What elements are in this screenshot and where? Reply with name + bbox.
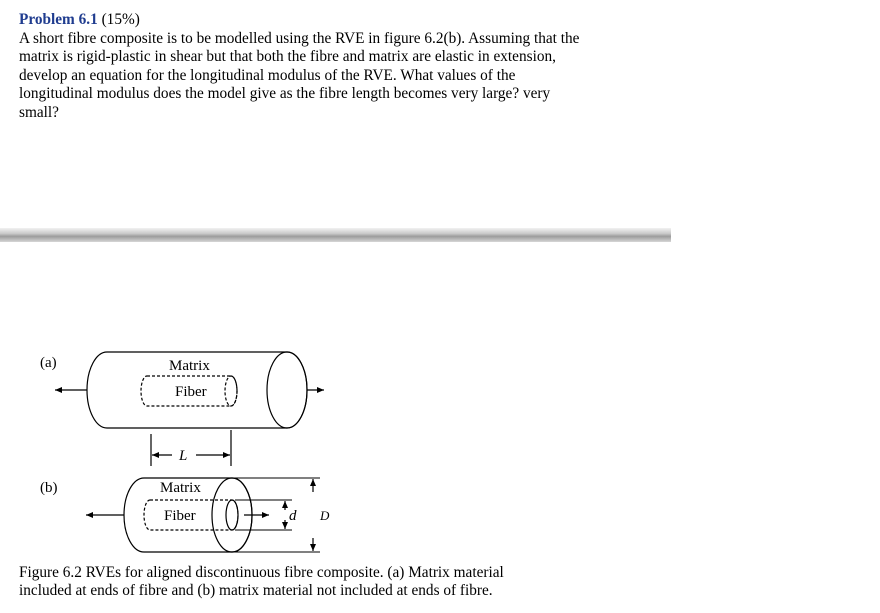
label-b: (b) <box>40 480 58 496</box>
problem-heading <box>19 11 589 30</box>
section-divider <box>0 228 671 242</box>
rve-b-diagram <box>86 478 320 552</box>
matrix-label-a: Matrix <box>169 358 210 374</box>
label-a: (a) <box>40 355 57 371</box>
fiber-label-a: Fiber <box>175 384 207 400</box>
length-dimension <box>151 430 231 466</box>
fiber-diameter-label: d <box>289 508 297 524</box>
problem-statement <box>19 11 589 123</box>
rve-figure <box>0 330 360 560</box>
figure-caption: Figure 6.2 RVEs for aligned discontinuous fibre composite. (a) Matrix material included at ends of fibre and (b) matrix material not included at ends of fibre. <box>19 564 504 599</box>
problem-title: Problem 6.1 <box>19 11 98 28</box>
length-label: L <box>179 448 188 464</box>
matrix-label-b: Matrix <box>160 480 201 496</box>
matrix-diameter-label: D <box>320 508 330 523</box>
problem-weight: (15%) <box>101 11 140 28</box>
fiber-label-b: Fiber <box>164 508 196 524</box>
problem-text: A short fibre composite is to be modelled using the RVE in figure 6.2(b). Assuming that the matrix is rigid-plastic in shear but that both the fibre and matrix are elastic in extension, develop an equation for the longitudinal modulus of the RVE. What values of the longitudinal modulus does the model give as the fibre length becomes very large? very small? <box>19 29 580 121</box>
